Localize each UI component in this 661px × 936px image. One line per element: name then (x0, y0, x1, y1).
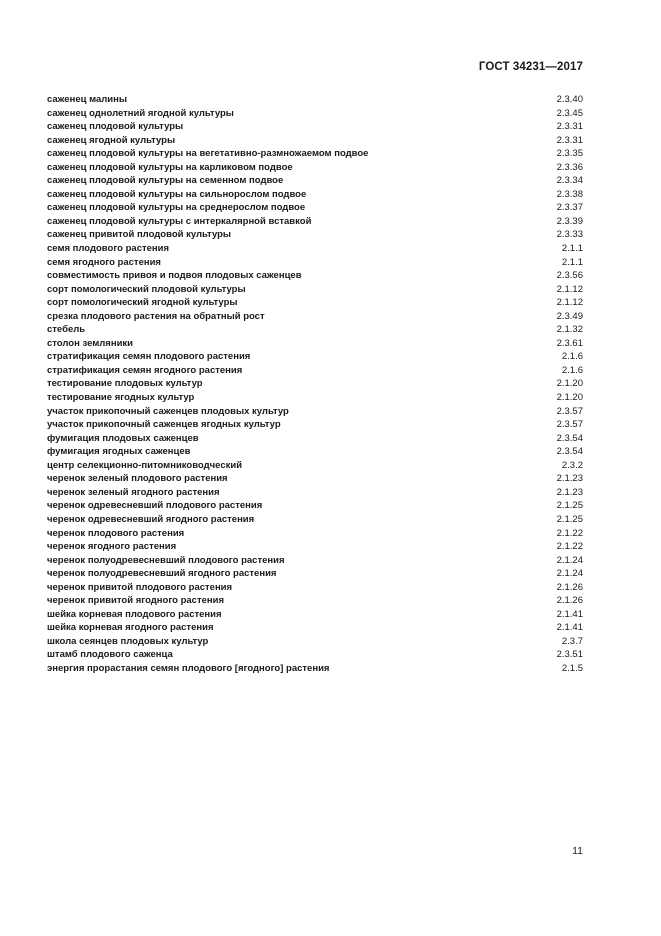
index-reference: 2.3.37 (556, 202, 583, 214)
index-term: черенок ягодного растения (47, 541, 177, 553)
index-entry (47, 201, 583, 215)
index-reference: 2.3.56 (556, 270, 583, 282)
index-reference: 2.1.41 (556, 608, 583, 620)
index-reference: 2.3.54 (556, 446, 583, 458)
index-entry (47, 445, 583, 459)
index-entry (47, 256, 583, 270)
index-term: черенок зеленый ягодного растения (47, 486, 220, 498)
index-entry (47, 554, 583, 568)
index-entry (47, 269, 583, 283)
index-reference: 2.1.24 (556, 568, 583, 580)
index-entry (47, 147, 583, 161)
index-entry (47, 405, 583, 419)
term-index-list (47, 93, 583, 676)
index-reference: 2.1.26 (556, 595, 583, 607)
index-entry (47, 513, 583, 527)
index-term: черенок привитой плодового растения (47, 581, 233, 593)
index-reference: 2.3.57 (556, 419, 583, 431)
index-entry (47, 499, 583, 513)
index-term: черенок полуодревесневший плодового растения (47, 554, 285, 566)
index-entry (47, 107, 583, 121)
index-reference: 2.3.54 (556, 432, 583, 444)
index-reference: 2.1.23 (556, 486, 583, 498)
index-reference: 2.3.33 (556, 229, 583, 241)
index-term: школа сеянцев плодовых культур (47, 635, 209, 647)
index-entry (47, 283, 583, 297)
index-entry (47, 377, 583, 391)
index-term: черенок плодового растения (47, 527, 185, 539)
index-reference: 2.3.36 (556, 161, 583, 173)
index-term: столон земляники (47, 337, 134, 349)
document-header: ГОСТ 34231—2017 (478, 61, 583, 73)
index-term: семя ягодного растения (47, 256, 161, 268)
index-entry (47, 662, 583, 676)
index-entry (47, 310, 583, 324)
index-entry (47, 337, 583, 351)
index-term: стебель (47, 324, 86, 336)
index-term: саженец плодовой культуры на карликовом подвое (47, 161, 293, 173)
index-term: семя плодового растения (47, 243, 170, 255)
index-entry (47, 621, 583, 635)
index-term: срезка плодового растения на обратный рост (47, 310, 265, 322)
index-entry (47, 567, 583, 581)
index-term: участок прикопочный саженцев плодовых культур (47, 405, 289, 417)
index-entry (47, 188, 583, 202)
index-entry (47, 215, 583, 229)
index-term: черенок привитой ягодного растения (47, 595, 225, 607)
index-reference: 2.3.34 (556, 175, 583, 187)
index-term: черенок полуодревесневший ягодного растения (47, 568, 277, 580)
index-entry (47, 228, 583, 242)
index-entry (47, 581, 583, 595)
index-term: черенок одревесневший ягодного растения (47, 513, 255, 525)
index-entry (47, 93, 583, 107)
index-entry (47, 527, 583, 541)
index-reference: 2.1.6 (561, 364, 583, 376)
index-reference: 2.3.61 (556, 337, 583, 349)
index-term: саженец плодовой культуры на семенном подвое (47, 175, 284, 187)
index-reference: 2.1.20 (556, 378, 583, 390)
index-term: штамб плодового саженца (47, 649, 173, 661)
index-entry (47, 648, 583, 662)
index-term: стратификация семян плодового растения (47, 351, 251, 363)
index-term: саженец малины (47, 94, 127, 105)
index-term: шейка корневая ягодного растения (47, 622, 214, 634)
index-entry (47, 120, 583, 134)
index-term: стратификация семян ягодного растения (47, 364, 243, 376)
index-entry (47, 161, 583, 175)
index-term: тестирование плодовых культур (47, 378, 203, 390)
index-reference: 2.3.39 (556, 215, 583, 227)
index-reference: 2.1.12 (556, 297, 583, 309)
index-entry (47, 459, 583, 473)
index-entry (47, 608, 583, 622)
index-entry (47, 594, 583, 608)
index-reference: 2.1.24 (556, 554, 583, 566)
index-entry (47, 486, 583, 500)
index-reference: 2.1.1 (561, 256, 583, 268)
index-term: черенок одревесневший плодового растения (47, 500, 263, 512)
index-term: участок прикопочный саженцев ягодных культур (47, 419, 281, 431)
index-entry (47, 134, 583, 148)
index-reference: 2.1.25 (556, 513, 583, 525)
index-term: центр селекционно-питомниководческий (47, 459, 243, 471)
index-reference: 2.1.22 (556, 541, 583, 553)
index-term: черенок зеленый плодового растения (47, 473, 228, 485)
page-number: 11 (572, 845, 583, 857)
index-entry (47, 472, 583, 486)
index-reference: 2.3.45 (556, 107, 583, 119)
index-reference: 2.1.1 (561, 243, 583, 255)
index-reference: 2.1.20 (556, 392, 583, 404)
index-reference: 2.1.23 (556, 473, 583, 485)
index-term: саженец плодовой культуры с интеркалярной вставкой (47, 215, 312, 227)
index-term: совместимость привоя и подвоя плодовых саженцев (47, 270, 302, 282)
index-term: сорт помологический ягодной культуры (47, 297, 238, 309)
index-entry (47, 418, 583, 432)
index-term: тестирование ягодных культур (47, 392, 195, 404)
index-reference: 2.3.57 (556, 405, 583, 417)
index-term: саженец плодовой культуры на вегетативно-размножаемом подвое (47, 148, 369, 160)
index-entry (47, 635, 583, 649)
index-term: сорт помологический плодовой культуры (47, 283, 246, 295)
index-reference: 2.3.51 (556, 649, 583, 661)
index-reference: 2.3.31 (556, 134, 583, 146)
index-entry (47, 174, 583, 188)
index-reference: 2.1.22 (556, 527, 583, 539)
index-term: саженец однолетний ягодной культуры (47, 107, 234, 119)
index-term: энергия прорастания семян плодового [ягодного] растения (47, 662, 330, 674)
index-reference: 2.1.26 (556, 581, 583, 593)
index-term: фумигация плодовых саженцев (47, 432, 199, 444)
index-reference: 2.3.35 (556, 148, 583, 160)
index-term: саженец плодовой культуры на сильнорослом подвое (47, 188, 307, 200)
index-term: шейка корневая плодового растения (47, 608, 222, 620)
index-reference: 2.3.40 (556, 94, 583, 105)
index-reference: 2.1.25 (556, 500, 583, 512)
index-reference: 2.1.6 (561, 351, 583, 363)
index-reference: 2.3.7 (561, 635, 583, 647)
index-entry (47, 350, 583, 364)
index-term: саженец плодовой культуры на среднерослом подвое (47, 202, 306, 214)
index-reference: 2.3.2 (561, 459, 583, 471)
index-reference: 2.3.38 (556, 188, 583, 200)
index-entry (47, 242, 583, 256)
index-reference: 2.1.12 (556, 283, 583, 295)
index-reference: 2.1.32 (556, 324, 583, 336)
index-term: саженец плодовой культуры (47, 121, 184, 133)
index-reference: 2.1.5 (561, 662, 583, 674)
index-entry (47, 391, 583, 405)
index-reference: 2.3.31 (556, 121, 583, 133)
index-reference: 2.1.41 (556, 622, 583, 634)
index-reference: 2.3.49 (556, 310, 583, 322)
index-term: фумигация ягодных саженцев (47, 446, 191, 458)
index-entry (47, 323, 583, 337)
index-entry (47, 540, 583, 554)
index-entry (47, 432, 583, 446)
index-term: саженец привитой плодовой культуры (47, 229, 232, 241)
index-entry (47, 296, 583, 310)
index-entry (47, 364, 583, 378)
index-term: саженец ягодной культуры (47, 134, 176, 146)
